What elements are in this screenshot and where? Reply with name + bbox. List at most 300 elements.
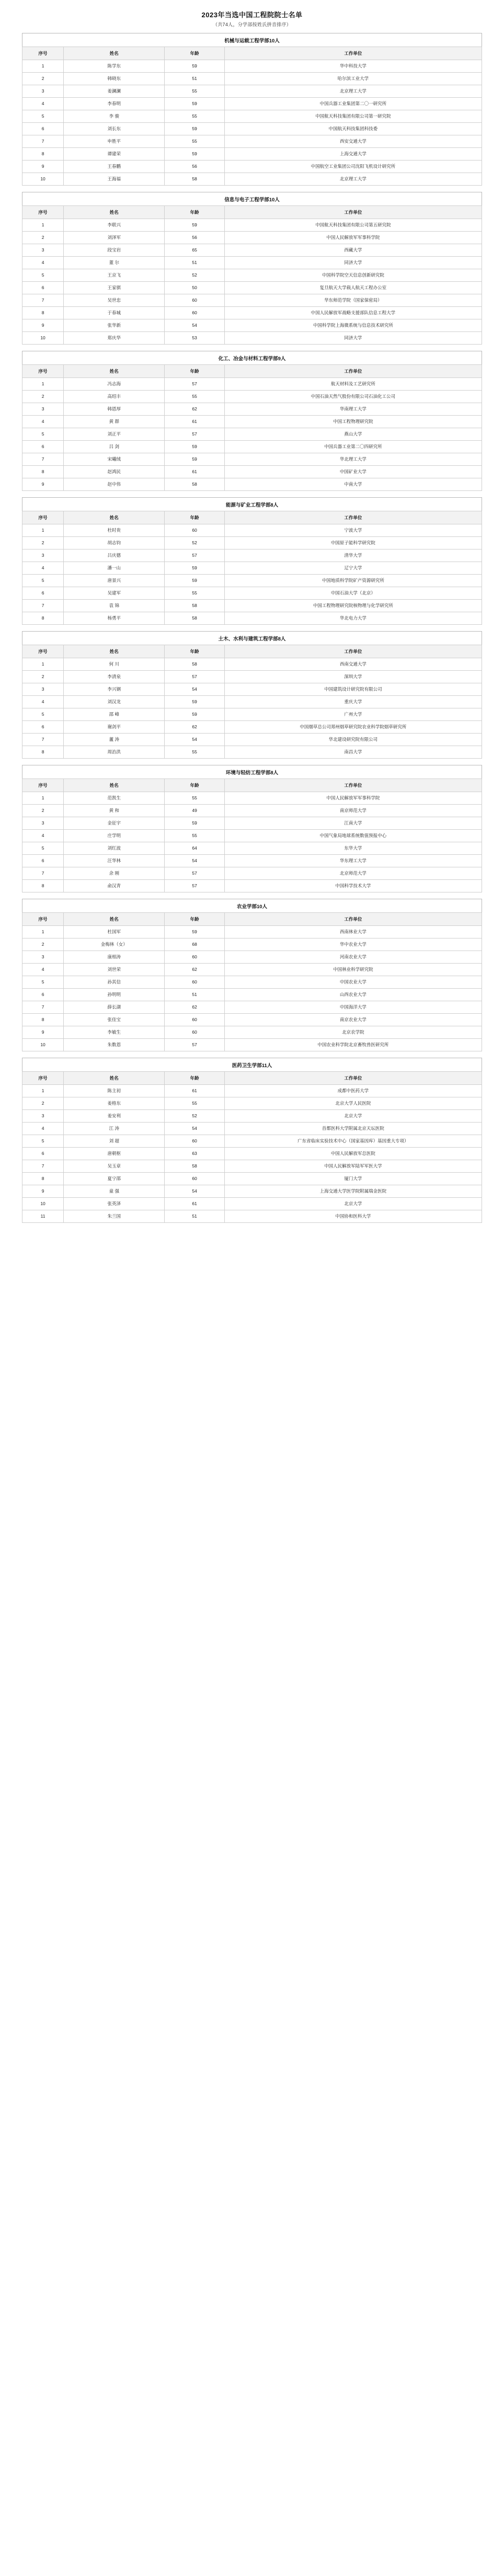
section-heading: 信息与电子工程学部10人 [22, 192, 482, 205]
cell-name: 唐朝枢 [64, 1148, 165, 1160]
table-row [22, 721, 482, 734]
column-header: 姓名 [64, 779, 165, 792]
column-header: 年龄 [165, 47, 224, 60]
cell-name: 余 刚 [64, 867, 165, 880]
cell-index: 7 [22, 1160, 64, 1173]
column-header: 序号 [22, 206, 64, 219]
cell-name: 高绍丰 [64, 391, 165, 403]
table-row [22, 817, 482, 830]
table-row [22, 1014, 482, 1026]
cell-organization: 中国烟草总公司郑州烟草研究院农业科学院烟草研究所 [224, 721, 482, 734]
table-row [22, 1039, 482, 1051]
table-row [22, 110, 482, 123]
cell-age: 58 [165, 612, 224, 625]
cell-index: 2 [22, 938, 64, 951]
cell-organization: 西南林业大学 [224, 926, 482, 938]
cell-index: 5 [22, 1135, 64, 1148]
cell-organization: 燕山大学 [224, 428, 482, 441]
cell-index: 8 [22, 466, 64, 478]
cell-age: 59 [165, 98, 224, 110]
table-row [22, 441, 482, 453]
cell-index: 8 [22, 746, 64, 759]
cell-index: 4 [22, 1123, 64, 1135]
cell-name: 谭建荣 [64, 148, 165, 161]
table-row [22, 524, 482, 537]
cell-name: 王海福 [64, 173, 165, 186]
cell-index: 2 [22, 232, 64, 244]
cell-age: 54 [165, 1185, 224, 1198]
cell-index: 1 [22, 926, 64, 938]
cell-index: 8 [22, 612, 64, 625]
cell-age: 59 [165, 926, 224, 938]
cell-organization: 华北理工大学 [224, 453, 482, 466]
cell-organization: 中国地质科学院矿产资源研究所 [224, 575, 482, 587]
table-row [22, 1210, 482, 1223]
cell-index: 2 [22, 805, 64, 817]
cell-organization: 中国兵器工业第二〇四研究所 [224, 441, 482, 453]
members-table [22, 778, 482, 892]
table-row [22, 855, 482, 867]
table-row [22, 232, 482, 244]
table-row [22, 294, 482, 307]
cell-name: 金梅林（女） [64, 938, 165, 951]
cell-organization: 航天材料及工艺研究所 [224, 378, 482, 391]
cell-name: 刘泽军 [64, 232, 165, 244]
cell-organization: 中国原子能科学研究院 [224, 537, 482, 549]
members-table [22, 1071, 482, 1223]
table-row [22, 161, 482, 173]
table-row [22, 378, 482, 391]
cell-age: 58 [165, 600, 224, 612]
table-row [22, 951, 482, 964]
cell-organization: 西藏大学 [224, 244, 482, 257]
table-row [22, 307, 482, 319]
cell-age: 60 [165, 307, 224, 319]
cell-name: 吕庆德 [64, 549, 165, 562]
cell-index: 7 [22, 294, 64, 307]
table-row [22, 135, 482, 148]
cell-index: 4 [22, 964, 64, 976]
cell-age: 58 [165, 1160, 224, 1173]
column-header: 姓名 [64, 913, 165, 926]
cell-age: 62 [165, 403, 224, 416]
cell-age: 55 [165, 746, 224, 759]
cell-organization: 广东省临床实验技术中心（国家基因库）基因重大专项） [224, 1135, 482, 1148]
cell-organization: 重庆大学 [224, 696, 482, 708]
table-row [22, 708, 482, 721]
cell-age: 52 [165, 1110, 224, 1123]
column-header: 工作单位 [224, 47, 482, 60]
section [22, 1058, 482, 1223]
sections-container [0, 33, 504, 1223]
cell-name: 王家骐 [64, 282, 165, 294]
cell-index: 6 [22, 123, 64, 135]
cell-age: 60 [165, 951, 224, 964]
cell-organization: 中国科学院空天信息创新研究院 [224, 269, 482, 282]
cell-name: 刘红波 [64, 842, 165, 855]
table-row [22, 1123, 482, 1135]
cell-age: 51 [165, 73, 224, 85]
cell-index: 6 [22, 989, 64, 1001]
cell-organization: 中国石油天然气股份有限公司石油化工公司 [224, 391, 482, 403]
cell-name: 杜国军 [64, 926, 165, 938]
cell-age: 59 [165, 123, 224, 135]
column-header: 工作单位 [224, 645, 482, 658]
cell-name: 王京飞 [64, 269, 165, 282]
cell-index: 9 [22, 319, 64, 332]
table-row [22, 269, 482, 282]
cell-index: 5 [22, 575, 64, 587]
cell-organization: 同济大学 [224, 332, 482, 345]
cell-age: 56 [165, 232, 224, 244]
table-row [22, 282, 482, 294]
cell-organization: 宁波大学 [224, 524, 482, 537]
table-header-row [22, 47, 482, 60]
cell-organization: 江南大学 [224, 817, 482, 830]
cell-organization: 北京大学 [224, 1198, 482, 1210]
cell-index: 7 [22, 135, 64, 148]
cell-name: 汪华林 [64, 855, 165, 867]
cell-index: 6 [22, 441, 64, 453]
cell-index: 2 [22, 671, 64, 683]
column-header: 序号 [22, 645, 64, 658]
cell-organization: 中国矿业大学 [224, 466, 482, 478]
cell-index: 9 [22, 478, 64, 491]
section-heading: 机械与运载工程学部10人 [22, 33, 482, 47]
cell-organization: 中国气象局地球系统数值预报中心 [224, 830, 482, 842]
table-row [22, 73, 482, 85]
members-table [22, 511, 482, 625]
cell-name: 吕 剑 [64, 441, 165, 453]
cell-organization: 中国人民解放军军事科学院 [224, 792, 482, 805]
cell-age: 60 [165, 976, 224, 989]
column-header: 年龄 [165, 365, 224, 378]
cell-name: 夏宁邵 [64, 1173, 165, 1185]
cell-organization: 华北建设研究院有限公司 [224, 734, 482, 746]
column-header: 姓名 [64, 645, 165, 658]
table-row [22, 332, 482, 345]
table-row [22, 148, 482, 161]
cell-index: 10 [22, 1198, 64, 1210]
column-header: 工作单位 [224, 206, 482, 219]
members-table [22, 364, 482, 491]
cell-age: 60 [165, 1173, 224, 1185]
cell-index: 1 [22, 792, 64, 805]
cell-name: 黄 和 [64, 805, 165, 817]
cell-index: 1 [22, 524, 64, 537]
table-row [22, 478, 482, 491]
cell-organization: 厦门大学 [224, 1173, 482, 1185]
cell-organization: 成都中医药大学 [224, 1085, 482, 1097]
cell-organization: 中国科学院上海微系统与信息技术研究所 [224, 319, 482, 332]
cell-organization: 北京大学人民医院 [224, 1097, 482, 1110]
cell-age: 61 [165, 1198, 224, 1210]
cell-name: 郑庆华 [64, 332, 165, 345]
cell-age: 63 [165, 1148, 224, 1160]
cell-name: 李清泉 [64, 671, 165, 683]
cell-index: 6 [22, 855, 64, 867]
cell-name: 唐景兴 [64, 575, 165, 587]
cell-organization: 中国石油大学（北京） [224, 587, 482, 600]
cell-index: 8 [22, 1173, 64, 1185]
document-page [0, 0, 504, 1245]
table-row [22, 805, 482, 817]
cell-organization: 上海交通大学医学院附属瑞金医院 [224, 1185, 482, 1198]
cell-organization: 复旦航天大学载人航天工程办公室 [224, 282, 482, 294]
cell-age: 59 [165, 696, 224, 708]
cell-name: 赵中伟 [64, 478, 165, 491]
cell-organization: 河南农业大学 [224, 951, 482, 964]
cell-name: 姜澜澜 [64, 85, 165, 98]
cell-organization: 中国人民解放军总医院 [224, 1148, 482, 1160]
cell-age: 49 [165, 805, 224, 817]
table-header-row [22, 206, 482, 219]
cell-name: 吴玉章 [64, 1160, 165, 1173]
cell-name: 金征宇 [64, 817, 165, 830]
cell-index: 1 [22, 1085, 64, 1097]
cell-name: 申胜平 [64, 135, 165, 148]
cell-index: 3 [22, 549, 64, 562]
cell-age: 58 [165, 478, 224, 491]
cell-age: 59 [165, 453, 224, 466]
cell-organization: 西南交通大学 [224, 658, 482, 671]
table-row [22, 1198, 482, 1210]
column-header: 工作单位 [224, 779, 482, 792]
cell-age: 55 [165, 135, 224, 148]
cell-age: 55 [165, 830, 224, 842]
column-header: 年龄 [165, 206, 224, 219]
cell-organization: 北京农学院 [224, 1026, 482, 1039]
table-header-row [22, 365, 482, 378]
table-row [22, 600, 482, 612]
cell-name: 陈学东 [64, 60, 165, 73]
cell-age: 59 [165, 441, 224, 453]
cell-name: 刘世荣 [64, 964, 165, 976]
cell-organization: 北京大学 [224, 1110, 482, 1123]
cell-name: 朱数恩 [64, 1039, 165, 1051]
cell-name: 俞汉青 [64, 880, 165, 892]
cell-name: 谢剑平 [64, 721, 165, 734]
cell-organization: 中国农业科学院北京畜牧兽医研究所 [224, 1039, 482, 1051]
cell-index: 6 [22, 1148, 64, 1160]
cell-name: 何 川 [64, 658, 165, 671]
cell-index: 2 [22, 1097, 64, 1110]
section-heading: 医药卫生学部11人 [22, 1058, 482, 1071]
column-header: 序号 [22, 1072, 64, 1085]
cell-index: 4 [22, 830, 64, 842]
table-row [22, 989, 482, 1001]
table-row [22, 1097, 482, 1110]
table-row [22, 244, 482, 257]
cell-index: 5 [22, 708, 64, 721]
cell-age: 59 [165, 219, 224, 232]
table-row [22, 416, 482, 428]
table-row [22, 1085, 482, 1097]
column-header: 序号 [22, 365, 64, 378]
cell-organization: 北京理工大学 [224, 85, 482, 98]
cell-name: 杜时贵 [64, 524, 165, 537]
cell-organization: 中国人民解放军军事科学院 [224, 232, 482, 244]
cell-organization: 华北电力大学 [224, 612, 482, 625]
cell-age: 60 [165, 1135, 224, 1148]
column-header: 工作单位 [224, 511, 482, 524]
cell-organization: 西安交通大学 [224, 135, 482, 148]
cell-name: 袁 锦 [64, 600, 165, 612]
cell-name: 李敏生 [64, 1026, 165, 1039]
table-row [22, 537, 482, 549]
cell-name: 薛长湖 [64, 1001, 165, 1014]
cell-age: 59 [165, 575, 224, 587]
table-row [22, 575, 482, 587]
cell-age: 52 [165, 537, 224, 549]
cell-organization: 中国航天科技集团科技委 [224, 123, 482, 135]
cell-age: 62 [165, 964, 224, 976]
cell-index: 1 [22, 658, 64, 671]
cell-name: 韩晓东 [64, 73, 165, 85]
table-row [22, 671, 482, 683]
cell-organization: 中国兵器工业集团第二〇一研究所 [224, 98, 482, 110]
cell-organization: 中国建筑设计研究院有限公司 [224, 683, 482, 696]
cell-name: 李 骏 [64, 110, 165, 123]
cell-index: 2 [22, 391, 64, 403]
cell-organization: 哈尔滨工业大学 [224, 73, 482, 85]
cell-name: 姜安利 [64, 1110, 165, 1123]
section-heading: 土木、水利与建筑工程学部8人 [22, 631, 482, 645]
column-header: 序号 [22, 779, 64, 792]
cell-name: 吴世忠 [64, 294, 165, 307]
cell-organization: 深圳大学 [224, 671, 482, 683]
cell-age: 60 [165, 294, 224, 307]
cell-name: 李春明 [64, 98, 165, 110]
section-heading: 能源与矿业工程学部8人 [22, 497, 482, 511]
section [22, 497, 482, 625]
cell-name: 朱兰国 [64, 1210, 165, 1223]
cell-name: 姜格东 [64, 1097, 165, 1110]
table-row [22, 734, 482, 746]
cell-index: 6 [22, 721, 64, 734]
cell-age: 54 [165, 734, 224, 746]
cell-age: 59 [165, 817, 224, 830]
column-header: 年龄 [165, 1072, 224, 1085]
cell-age: 60 [165, 1014, 224, 1026]
table-row [22, 219, 482, 232]
cell-age: 55 [165, 391, 224, 403]
cell-age: 59 [165, 562, 224, 575]
cell-organization: 清华大学 [224, 549, 482, 562]
cell-organization: 华中农业大学 [224, 938, 482, 951]
cell-age: 57 [165, 867, 224, 880]
table-row [22, 696, 482, 708]
cell-name: 宋曦绒 [64, 453, 165, 466]
cell-age: 60 [165, 1026, 224, 1039]
cell-name: 李联兴 [64, 219, 165, 232]
cell-age: 57 [165, 378, 224, 391]
cell-age: 55 [165, 1097, 224, 1110]
cell-name: 潘一山 [64, 562, 165, 575]
cell-age: 51 [165, 257, 224, 269]
cell-age: 55 [165, 587, 224, 600]
cell-organization: 南昌大学 [224, 746, 482, 759]
table-row [22, 549, 482, 562]
cell-organization: 中国航空工业集团公司沈阳飞机设计研究所 [224, 161, 482, 173]
table-row [22, 173, 482, 186]
section [22, 631, 482, 759]
cell-name: 张华新 [64, 319, 165, 332]
cell-index: 5 [22, 428, 64, 441]
cell-name: 杨勇平 [64, 612, 165, 625]
section [22, 351, 482, 491]
table-header-row [22, 511, 482, 524]
cell-index: 3 [22, 403, 64, 416]
cell-age: 57 [165, 428, 224, 441]
table-row [22, 1148, 482, 1160]
cell-name: 刘 超 [64, 1135, 165, 1148]
table-row [22, 867, 482, 880]
cell-index: 4 [22, 416, 64, 428]
column-header: 工作单位 [224, 913, 482, 926]
cell-age: 51 [165, 989, 224, 1001]
section [22, 899, 482, 1051]
cell-organization: 北京师范大学 [224, 867, 482, 880]
cell-index: 3 [22, 683, 64, 696]
cell-index: 1 [22, 378, 64, 391]
cell-organization: 中国科学技术大学 [224, 880, 482, 892]
cell-index: 6 [22, 282, 64, 294]
table-header-row [22, 779, 482, 792]
cell-age: 68 [165, 938, 224, 951]
table-row [22, 842, 482, 855]
cell-age: 59 [165, 60, 224, 73]
cell-name: 段宝岩 [64, 244, 165, 257]
cell-index: 9 [22, 1026, 64, 1039]
table-row [22, 60, 482, 73]
cell-name: 黄 群 [64, 416, 165, 428]
section [22, 765, 482, 892]
cell-age: 61 [165, 416, 224, 428]
cell-age: 56 [165, 161, 224, 173]
table-row [22, 403, 482, 416]
cell-index: 7 [22, 600, 64, 612]
table-row [22, 1160, 482, 1173]
table-row [22, 257, 482, 269]
table-row [22, 1110, 482, 1123]
cell-name: 童 强 [64, 1185, 165, 1198]
table-row [22, 1135, 482, 1148]
cell-age: 53 [165, 332, 224, 345]
cell-name: 张佳宝 [64, 1014, 165, 1026]
cell-index: 4 [22, 696, 64, 708]
cell-age: 50 [165, 282, 224, 294]
cell-age: 54 [165, 683, 224, 696]
cell-index: 3 [22, 817, 64, 830]
table-row [22, 1185, 482, 1198]
cell-organization: 首都医科大学附属北京天坛医院 [224, 1123, 482, 1135]
table-row [22, 746, 482, 759]
column-header: 工作单位 [224, 1072, 482, 1085]
cell-organization: 上海交通大学 [224, 148, 482, 161]
column-header: 工作单位 [224, 365, 482, 378]
column-header: 姓名 [64, 47, 165, 60]
cell-name: 孙其信 [64, 976, 165, 989]
cell-age: 57 [165, 1039, 224, 1051]
members-table [22, 912, 482, 1051]
cell-name: 张英泽 [64, 1198, 165, 1210]
column-header: 序号 [22, 511, 64, 524]
cell-age: 52 [165, 269, 224, 282]
cell-age: 55 [165, 792, 224, 805]
column-header: 年龄 [165, 913, 224, 926]
table-row [22, 792, 482, 805]
